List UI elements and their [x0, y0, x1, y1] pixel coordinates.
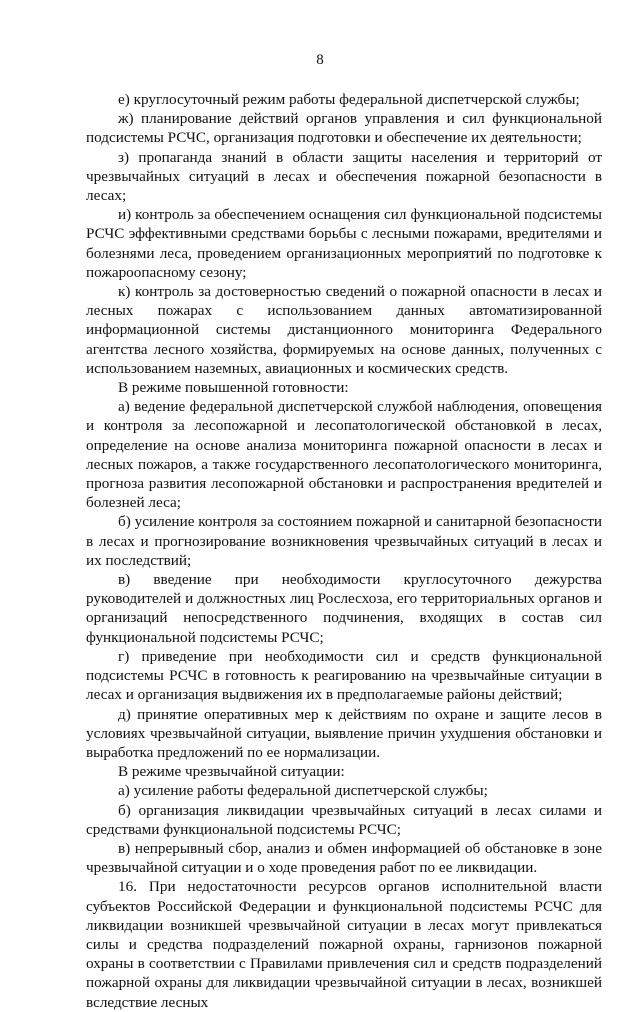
paragraph-readiness-v: в) введение при необходимости круглосуточного дежурства руководителей и должностных лиц Рослесхоза, его территориальных органов и организаций непосредственного подчинения, входящих в состав сил функциональной подсистемы РСЧС;	[86, 571, 602, 646]
paragraph-item-k: к) контроль за достоверностью сведений о пожарной опасности в лесах и лесных пожарах с использованием данных автоматизированной информационной системы дистанционного мониторинга Федерального агентства лесного хозяйства, формируемых на основе данных, полученных с использованием наземных, авиационных и космических средств.	[86, 283, 602, 377]
paragraph-emergency-b: б) организация ликвидации чрезвычайных ситуаций в лесах силами и средствами функциональной подсистемы РСЧС;	[86, 801, 602, 838]
paragraph-item-i: и) контроль за обеспечением оснащения сил функциональной подсистемы РСЧС эффективными средствами борьбы с лесными пожарами, вредителями и болезнями леса, проведением организационных мероприятий по подготовке к пожароопасному сезону;	[86, 206, 602, 281]
paragraph-readiness-b: б) усиление контроля за состоянием пожарной и санитарной безопасности в лесах и прогнозирование возникновения чрезвычайных ситуаций в лесах и их последствий;	[86, 513, 602, 569]
document-body	[86, 90, 602, 1012]
paragraph-readiness-a: а) ведение федеральной диспетчерской службой наблюдения, оповещения и контроля за лесопожарной и лесопатологической обстановкой в лесах, определение на основе анализа мониторинга пожарной опасности в лесах и лесных пожаров, а также государственного лесопатологического мониторинга, прогноза развития лесопожарной обстановки и распространения вредителей и болезней леса;	[86, 398, 602, 512]
page-number: 8	[316, 52, 324, 68]
paragraph-readiness-g: г) приведение при необходимости сил и средств функциональной подсистемы РСЧС в готовность к реагированию на чрезвычайные ситуации в лесах и организация выдвижения их в предполагаемые районы действий;	[86, 647, 602, 704]
paragraph-readiness-d: д) принятие оперативных мер к действиям по охране и защите лесов в условиях чрезвычайной ситуации, выявление причин ухудшения обстановки и выработка предложений по ее нормализации.	[86, 705, 602, 761]
paragraph-section-16: 16. При недостаточности ресурсов органов исполнительной власти субъектов Российской Федерации и функциональной подсистемы РСЧС для ликвидации возникшей чрезвычайной ситуации в лесах могут привлекаться силы и средства подразделений пожарной охраны, гарнизонов пожарной охраны в соответствии с Правилами привлечения сил и средств подразделений пожарной охраны для ликвидации чрезвычайной ситуации в лесах, возникшей вследствие лесных	[86, 878, 602, 1011]
heading-high-readiness-mode: В режиме повышенной готовности:	[118, 379, 349, 397]
paragraph-item-e: е) круглосуточный режим работы федеральной диспетчерской службы;	[118, 91, 580, 108]
paragraph-emergency-a: а) усиление работы федеральной диспетчерской службы;	[118, 782, 488, 800]
heading-emergency-mode: В режиме чрезвычайной ситуации:	[118, 763, 345, 781]
paragraph-item-z: з) пропаганда знаний в области защиты населения и территорий от чрезвычайных ситуаций в лесах и обеспечения пожарной безопасности в лесах;	[86, 148, 602, 205]
paragraph-item-zh: ж) планирование действий органов управления и сил функциональной подсистемы РСЧС, организация подготовки и обеспечение их деятельности;	[86, 110, 602, 147]
paragraph-emergency-v: в) непрерывный сбор, анализ и обмен информацией об обстановке в зоне чрезвычайной ситуации и о ходе проведения работ по ее ликвидации.	[86, 839, 602, 877]
